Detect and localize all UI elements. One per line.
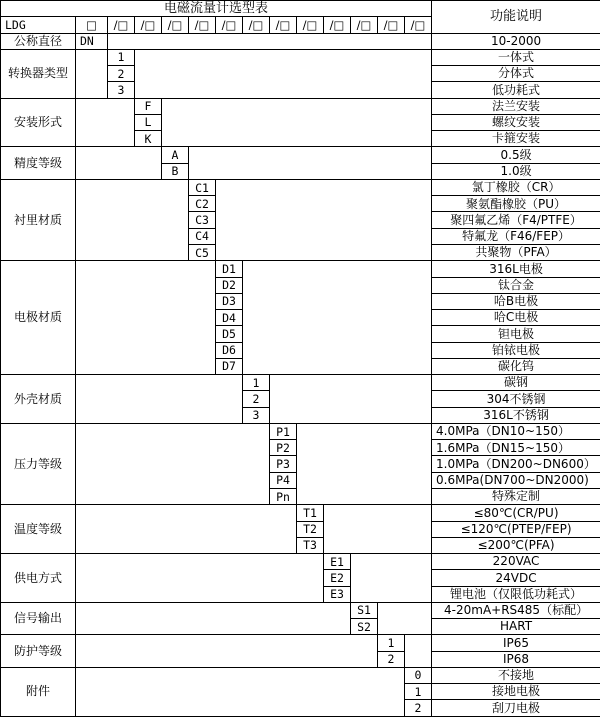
code-cell: E1	[324, 554, 351, 570]
description-cell: HART	[432, 619, 600, 635]
description-cell: ≤120℃(PTEP/FEP)	[432, 521, 600, 537]
code-cell: T2	[297, 521, 324, 537]
description-cell: 1.0MPa（DN200~DN600）	[432, 456, 600, 472]
description-cell: 10-2000	[432, 33, 600, 49]
description-cell: 法兰安装	[432, 98, 600, 114]
model-slot-cell: /□	[108, 17, 135, 33]
selection-table-body	[1, 1, 600, 717]
code-cell: Pn	[270, 488, 297, 504]
description-cell: 不接地	[432, 667, 600, 683]
category-cell: 安装形式	[1, 98, 76, 147]
description-cell: 共聚物（PFA）	[432, 244, 600, 260]
description-cell: 低功耗式	[432, 82, 600, 98]
description-cell: 220VAC	[432, 554, 600, 570]
model-slot-cell: /□	[189, 17, 216, 33]
empty-left-cell	[76, 554, 324, 603]
empty-left-cell	[76, 667, 405, 716]
code-cell: 3	[108, 82, 135, 98]
empty-right-cell	[270, 375, 432, 424]
category-cell: 衬里材质	[1, 179, 76, 260]
code-cell: 0	[405, 667, 432, 683]
code-cell: 2	[405, 700, 432, 716]
category-cell: 压力等级	[1, 423, 76, 504]
description-cell: 一体式	[432, 49, 600, 65]
description-cell: ≤200℃(PFA)	[432, 537, 600, 553]
description-cell: 分体式	[432, 66, 600, 82]
code-cell: 2	[378, 651, 405, 667]
code-cell: B	[162, 163, 189, 179]
description-cell: 锂电池（仅限低功耗式）	[432, 586, 600, 602]
description-cell: 0.5级	[432, 147, 600, 163]
model-slot-cell: /□	[270, 17, 297, 33]
code-cell: D2	[216, 277, 243, 293]
empty-left-cell	[76, 505, 297, 554]
description-cell: 接地电极	[432, 684, 600, 700]
description-cell: 哈B电极	[432, 293, 600, 309]
description-cell: IP68	[432, 651, 600, 667]
description-cell: 螺纹安装	[432, 114, 600, 130]
empty-left-cell	[76, 261, 216, 375]
category-cell: 公称直径	[1, 33, 76, 49]
code-cell: P1	[270, 423, 297, 439]
empty-right-cell	[324, 505, 432, 554]
code-cell: S1	[351, 602, 378, 618]
description-cell: 聚氨酯橡胶（PU）	[432, 196, 600, 212]
code-cell: C2	[189, 196, 216, 212]
empty-left-cell	[76, 375, 243, 424]
category-cell: 精度等级	[1, 147, 76, 180]
code-cell: C1	[189, 179, 216, 195]
description-cell: ≤80℃(CR/PU)	[432, 505, 600, 521]
empty-left-cell	[76, 98, 135, 147]
code-cell: 3	[243, 407, 270, 423]
description-cell: 钽电极	[432, 326, 600, 342]
model-slot-cell: /□	[297, 17, 324, 33]
category-cell: 附件	[1, 667, 76, 716]
empty-left-cell	[76, 147, 162, 180]
code-cell: T1	[297, 505, 324, 521]
category-cell: 外壳材质	[1, 375, 76, 424]
code-cell: E2	[324, 570, 351, 586]
model-slot-cell: /□	[216, 17, 243, 33]
description-cell: 1.0级	[432, 163, 600, 179]
empty-right-cell	[405, 635, 432, 668]
description-cell: 碳钢	[432, 375, 600, 391]
code-cell: D5	[216, 326, 243, 342]
description-cell: IP65	[432, 635, 600, 651]
code-cell: F	[135, 98, 162, 114]
code-cell: DN	[76, 33, 108, 49]
code-cell: C3	[189, 212, 216, 228]
description-cell: 4-20mA+RS485（标配）	[432, 602, 600, 618]
category-cell: 温度等级	[1, 505, 76, 554]
empty-right-cell	[351, 554, 432, 603]
model-prefix-cell: LDG	[1, 17, 76, 33]
code-cell: 1	[405, 684, 432, 700]
code-cell: 1	[108, 49, 135, 65]
empty-left-cell	[76, 635, 378, 668]
code-cell: S2	[351, 619, 378, 635]
code-cell: P4	[270, 472, 297, 488]
empty-right-cell	[162, 98, 432, 147]
description-cell: 316L电极	[432, 261, 600, 277]
description-cell: 碳化钨	[432, 358, 600, 374]
code-cell: D7	[216, 358, 243, 374]
code-cell: 2	[243, 391, 270, 407]
category-cell: 防护等级	[1, 635, 76, 668]
empty-left-cell	[76, 179, 189, 260]
empty-right-cell	[243, 261, 432, 375]
description-cell: 特殊定制	[432, 488, 600, 504]
description-cell: 聚四氟乙烯（F4/PTFE）	[432, 212, 600, 228]
empty-left-cell	[76, 49, 108, 98]
code-cell: K	[135, 131, 162, 147]
code-cell: T3	[297, 537, 324, 553]
function-column-header: 功能说明	[432, 1, 600, 34]
code-cell: 1	[378, 635, 405, 651]
model-slot-cell: /□	[243, 17, 270, 33]
empty-left-cell	[76, 423, 270, 504]
code-cell: 1	[243, 375, 270, 391]
description-cell: 刮刀电极	[432, 700, 600, 716]
description-cell: 特氟龙（F46/FEP）	[432, 228, 600, 244]
description-cell: 4.0MPa（DN10~150）	[432, 423, 600, 439]
code-cell: D1	[216, 261, 243, 277]
category-cell: 转换器类型	[1, 49, 76, 98]
category-cell: 信号输出	[1, 602, 76, 635]
code-cell: D6	[216, 342, 243, 358]
description-cell: 0.6MPa(DN700~DN2000)	[432, 472, 600, 488]
empty-right-cell	[189, 147, 432, 180]
table-title: 电磁流量计选型表	[1, 1, 432, 17]
code-cell: C5	[189, 244, 216, 260]
code-cell: D4	[216, 310, 243, 326]
empty-right-cell	[297, 423, 432, 504]
code-cell: P3	[270, 456, 297, 472]
description-cell: 铂铱电极	[432, 342, 600, 358]
code-cell: 2	[108, 66, 135, 82]
description-cell: 24VDC	[432, 570, 600, 586]
code-cell: E3	[324, 586, 351, 602]
empty-right-cell	[135, 49, 432, 98]
model-slot-cell: /□	[351, 17, 378, 33]
code-cell: A	[162, 147, 189, 163]
description-cell: 316L不锈钢	[432, 407, 600, 423]
model-slot-cell: /□	[378, 17, 405, 33]
empty-right-cell	[108, 33, 432, 49]
code-cell: L	[135, 114, 162, 130]
empty-right-cell	[378, 602, 432, 635]
code-cell: D3	[216, 293, 243, 309]
model-slot-cell: /□	[162, 17, 189, 33]
description-cell: 哈C电极	[432, 310, 600, 326]
empty-right-cell	[216, 179, 432, 260]
model-slot-cell: /□	[405, 17, 432, 33]
model-slot-cell: /□	[324, 17, 351, 33]
description-cell: 304不锈钢	[432, 391, 600, 407]
description-cell: 卡箍安装	[432, 131, 600, 147]
model-slot-cell: /□	[135, 17, 162, 33]
description-cell: 钛合金	[432, 277, 600, 293]
description-cell: 氯丁橡胶（CR）	[432, 179, 600, 195]
category-cell: 电极材质	[1, 261, 76, 375]
empty-left-cell	[76, 602, 351, 635]
category-cell: 供电方式	[1, 554, 76, 603]
description-cell: 1.6MPa（DN15~150）	[432, 440, 600, 456]
model-box-cell: □	[76, 17, 108, 33]
code-cell: C4	[189, 228, 216, 244]
code-cell: P2	[270, 440, 297, 456]
